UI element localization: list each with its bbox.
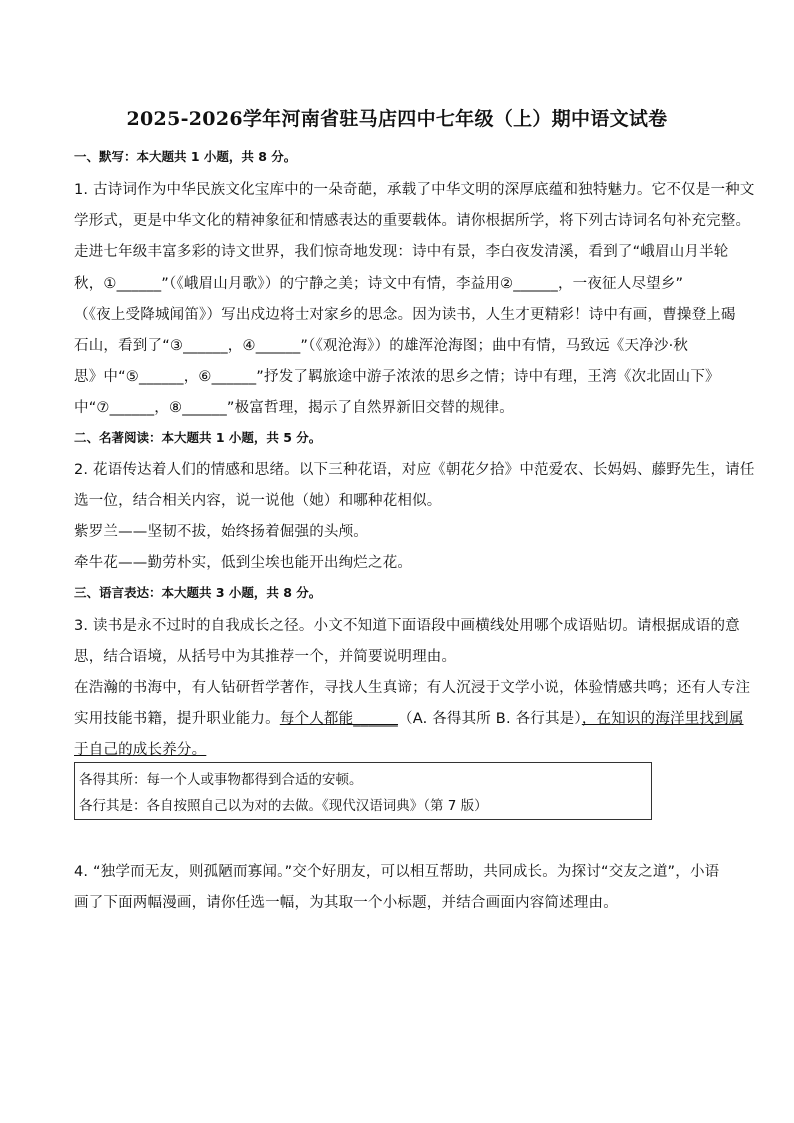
definition-gedeqisuo: 各得其所：每一个人或事物都得到合适的安顿。 [79, 772, 363, 788]
q3-line-4-lead: 实用技能书籍，提升职业能力。 [74, 711, 280, 727]
q1-line-6: 石山，看到了“③______，④______”（《观沧海》）的雄浑沧海图；曲中有情，马致远《天净沙·秋 [74, 338, 689, 354]
q3-line-3: 在浩瀚的书海中，有人钻研哲学著作，寻找人生真谛；有人沉浸于文学小说，体验情感共鸣；还有人专注 [74, 680, 751, 696]
q3-options: （A. 各得其所 B. 各行其是） [398, 711, 582, 727]
q1-line-7: 思》中“⑤______，⑥______”抒发了羁旅途中游子浓浓的思乡之情；诗中有理，王湾《次北固山下》 [74, 369, 720, 385]
q3-line-1: 3. 读书是永不过时的自我成长之径。小文不知道下面语段中画横线处用哪个成语贴切。请根据成语的意 [74, 618, 740, 634]
q1-line-2: 学形式，更是中华文化的精神象征和情感表达的重要载体。请你根据所学，将下列古诗词名句补充完整。 [74, 213, 751, 229]
q2-line-2: 选一位，结合相关内容，说一说他（她）和哪种花相似。 [74, 493, 442, 509]
q1-line-4: 秋，①______”（《峨眉山月歌》）的宁静之美；诗文中有情，李益用②______，一夜征人尽望乡” [74, 276, 684, 292]
page-title: 2025-2026学年河南省驻马店四中七年级（上）期中语文试卷 [126, 108, 668, 130]
section-heading-3: 三、语言表达：本大题共 3 小题，共 8 分。 [74, 585, 322, 600]
q2-line-3: 紫罗兰——坚韧不拔，始终扬着倔强的头颅。 [74, 524, 368, 540]
q1-line-1: 1. 古诗词作为中华民族文化宝库中的一朵奇葩，承载了中华文明的深厚底蕴和独特魅力。它不仅是一种文 [74, 182, 755, 198]
q3-line-4 [74, 707, 744, 728]
section-heading-1: 一、默写：本大题共 1 小题，共 8 分。 [74, 149, 297, 164]
q4-line-1: 4. “独学而无友，则孤陋而寡闻。”交个好朋友，可以相互帮助，共同成长。为探讨“交友之道”，小语 [74, 864, 720, 880]
definition-gexingqishi: 各行其是：各自按照自己以为对的去做。《现代汉语词典》（第 7 版） [79, 798, 488, 814]
section-heading-2: 二、名著阅读：本大题共 1 小题，共 5 分。 [74, 430, 322, 445]
q2-line-4: 牵牛花——勤劳朴实，低到尘埃也能开出绚烂之花。 [74, 555, 413, 571]
q3-underlined-phrase-start: 每个人都能______ [279, 711, 399, 727]
q4-line-2: 画了下面两幅漫画，请你任选一幅，为其取一个小标题，并结合画面内容简述理由。 [74, 895, 618, 911]
q3-line-5: 于自己的成长养分。 [74, 742, 207, 758]
q1-line-5: （《夜上受降城闻笛》）写出戍边将士对家乡的思念。因为读书，人生才更精彩！诗中有画，曹操登上碣 [74, 307, 736, 323]
q1-line-8: 中“⑦______，⑧______”极富哲理，揭示了自然界新旧交替的规律。 [74, 400, 514, 416]
idiom-definition-box [74, 762, 652, 820]
q2-line-1: 2. 花语传达着人们的情感和思绪。以下三种花语，对应《朝花夕拾》中范爱农、长妈妈、藤野先生，请任 [74, 462, 755, 478]
q3-line-2: 思，结合语境，从括号中为其推荐一个，并简要说明理由。 [74, 649, 457, 665]
q1-line-3: 走进七年级丰富多彩的诗文世界，我们惊奇地发现：诗中有景，李白夜发清溪，看到了“峨眉山月半轮 [74, 244, 729, 260]
q3-underlined-phrase-end: ，在知识的海洋里找到属 [581, 711, 744, 727]
